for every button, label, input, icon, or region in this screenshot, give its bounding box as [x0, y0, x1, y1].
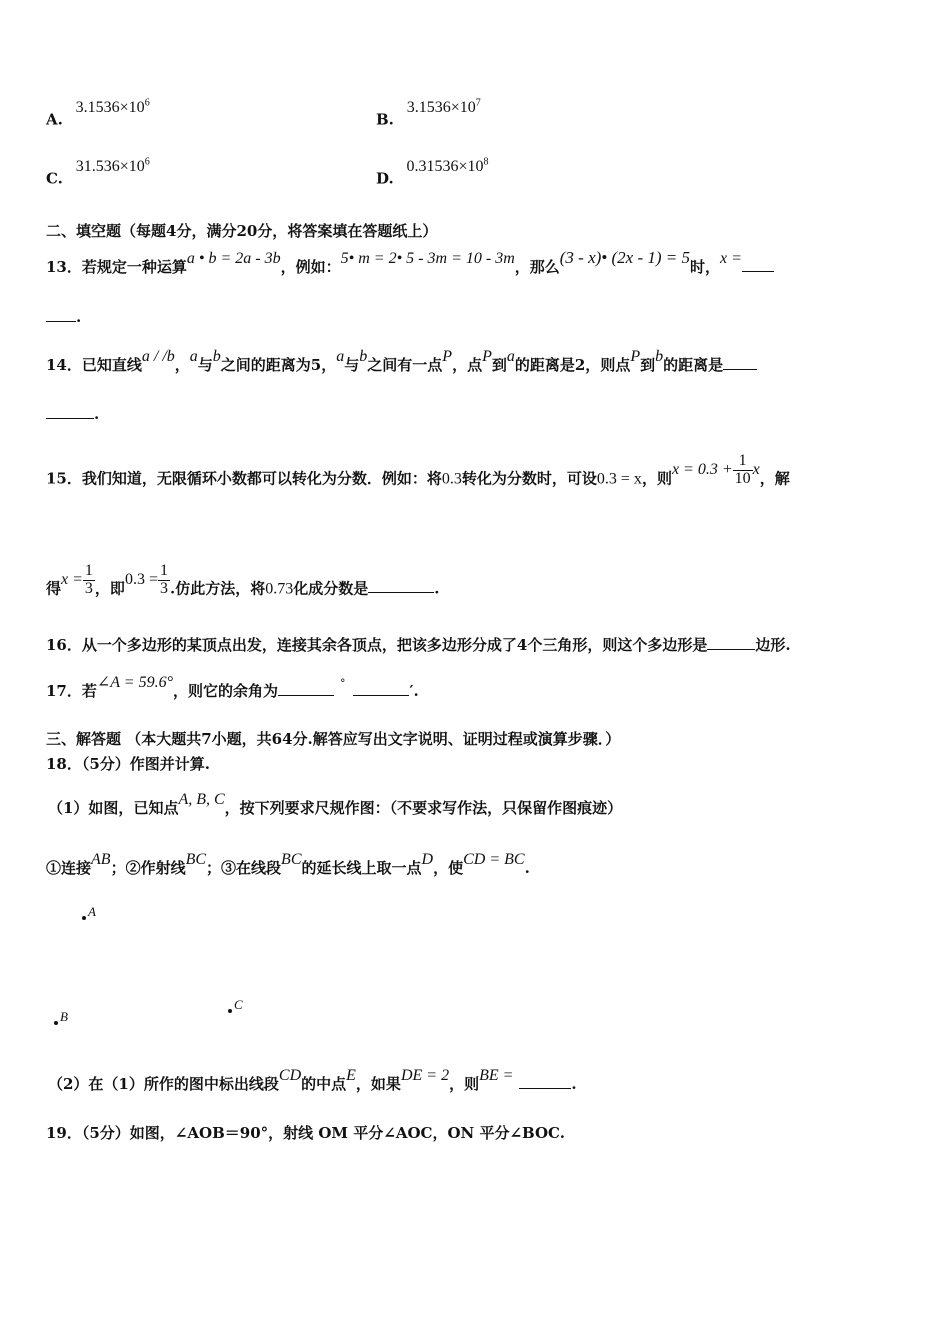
- question-13-cont: .: [46, 308, 81, 326]
- question-18-part-1: （1）如图，已知点A, B, C，按下列要求尺规作图：（不要求写作法，只保留作图痕迹）: [48, 791, 623, 817]
- q17-degree-blank[interactable]: [278, 694, 334, 696]
- question-16: 16．从一个多边形的某顶点出发，连接其余各顶点，把该多边形分成了4个三角形，则这个多边形是 边形.: [46, 636, 791, 654]
- question-14-cont: .: [46, 405, 99, 423]
- question-15-cont: 得x = $\frac{1}{3}$ ，即0.3 = $\frac{1}{3}$ .仿此方法，将0.73化成分数是 .: [46, 562, 440, 598]
- question-18-part-2: （2）在（1）所作的图中标出线段CD的中点E，如果DE = 2，则BE = .: [48, 1067, 577, 1093]
- question-13: 13．若规定一种运算a • b = 2a - 3b，例如：5• m = 2• 5 - 3m = 10 - 3m，那么(3 - x)• (2x - 1) = 5时，x =: [46, 256, 774, 277]
- section-3-title: 三、解答题 （本大题共7小题，共64分.解答应写出文字说明、证明过程或演算步骤．）: [46, 730, 621, 748]
- q17-minute-blank[interactable]: [353, 694, 409, 696]
- question-14: 14．已知直线a / /b，a与b之间的距离为5，a与b之间有一点P，点P到a的距离是2，则点P到b的距离是: [46, 354, 757, 375]
- q18-answer-blank[interactable]: [519, 1087, 571, 1089]
- q13-answer-blank[interactable]: [742, 270, 774, 272]
- question-18-title: 18．（5分）作图并计算.: [46, 755, 211, 773]
- option-d: D. $0.31536\times 10^8$: [376, 157, 489, 188]
- q15-answer-blank[interactable]: [368, 591, 434, 593]
- question-18-steps: ①连接AB；②作射线BC；③在线段BC的延长线上取一点D，使CD = BC.: [46, 851, 530, 877]
- option-a: A. $3.1536\times 10^6$: [46, 98, 150, 129]
- question-15: 15．我们知道，无限循环小数都可以转化为分数．例如：将0.3转化为分数时，可设0.3 = x，则x = 0.3 + $\frac{1}{10}$ x，解: [46, 452, 790, 488]
- option-b: B. $3.1536\times 10^7$: [376, 98, 481, 129]
- option-c: C. $31.536\times 10^6$: [46, 157, 150, 188]
- q16-answer-blank[interactable]: [707, 648, 755, 650]
- question-17: 17．若∠A = 59.6°，则它的余角为 ° ′.: [46, 674, 419, 700]
- q14-answer-blank[interactable]: [723, 368, 757, 370]
- section-2-title: 二、填空题（每题4分，满分20分，将答案填在答题纸上）: [46, 222, 438, 240]
- question-19: 19．（5分）如图，∠AOB＝90°，射线 OM 平分∠AOC，ON 平分∠BOC.: [46, 1124, 565, 1142]
